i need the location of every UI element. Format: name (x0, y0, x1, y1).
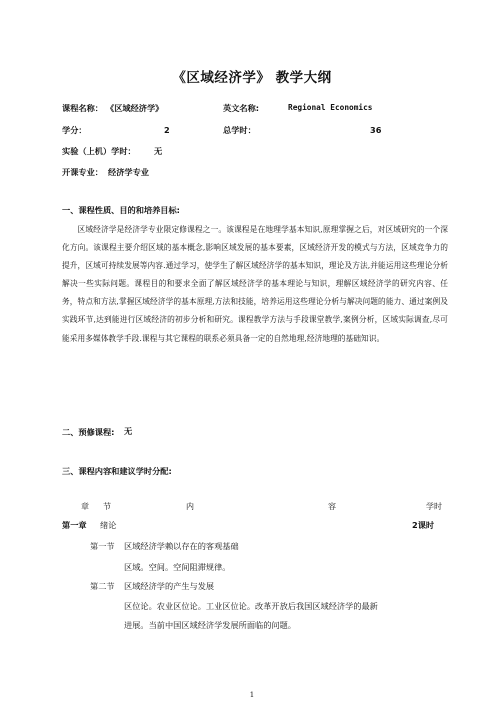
table-header-content-right: 容 (328, 502, 336, 511)
table-header-content-left: 内 (186, 502, 194, 511)
chapter1-hours: 2课时 (412, 520, 435, 530)
course-name-label: 课程名称： (62, 103, 103, 113)
section1-body: 区域经济学是经济学专业限定修课程之一。该课程是在地理学基本知识,原理掌握之后，对区域研究的一个深化方向。该课程主要介绍区域的基本概念,影响区域发展的基本要素，区域经济开发的模式与方法，区域竞争力的提升，区域可持续发展等内容.通过学习，使学生了解区域经济学的基本知识，理论及方法,并能运用这些理论分析解决一些实际问题。课程目的和要求全面了解区域经济学的基本理论与知识，理解区域经济学的研究内容、任务，特点和方法,掌握区域经济学的基本原理,方法和技能，培养运用这些理论分析与解决问题的能力、通过案例及实践环节,达到能进行区域经济的初步分析和研究。课程教学方法与手段课堂教学,案例分析，区域实际调查,尽可能采用多媒体教学手段.课程与其它课程的联系必须具备一定的自然地理,经济地理的基础知识。 (62, 225, 448, 343)
section-row-label: 第二节 (90, 581, 115, 591)
chapter1-label: 第一章 (62, 520, 87, 530)
section-row-title: 区域经济学赖以存在的客观基础 (124, 541, 239, 551)
table-header-chapter: 章 (81, 502, 89, 511)
credits-label: 学分： (62, 125, 87, 135)
section3-heading: 三、课程内容和建议学时分配: (62, 466, 172, 476)
page-number: 1 (249, 691, 255, 699)
lab-hours-value: 无 (154, 146, 163, 156)
english-name-value: Regional Economics (288, 103, 373, 112)
section2-value: 无 (124, 426, 133, 436)
page-title: 《区域经济学》 教学大纲 (172, 70, 332, 86)
total-hours-value: 36 (370, 125, 382, 135)
chapter1-title: 绪论 (100, 520, 117, 530)
course-name-value: 《区域经济学》 (106, 103, 164, 113)
section-row-detail: 区域。空间。空间阻滞规律。 (124, 562, 231, 572)
credits-value: 2 (164, 125, 170, 135)
major-value: 经济学专业 (108, 167, 149, 177)
section-row-title: 区域经济学的产生与发展 (124, 581, 215, 591)
section2-heading: 二、预修课程: (62, 427, 115, 437)
total-hours-label: 总学时： (223, 125, 256, 135)
section1-heading: 一、课程性质、目的和培养目标: (62, 205, 180, 215)
section-row-detail: 区位论。农业区位论。工业区位论。改革开放后我国区域经济学的最新 (124, 601, 378, 611)
english-name-label: 英文名称: (223, 103, 260, 113)
section-row-label: 第一节 (90, 541, 115, 551)
table-header-section: 节 (103, 502, 111, 511)
major-label: 开课专业： (62, 167, 103, 177)
lab-hours-label: 实验（上机）学时： (62, 146, 136, 156)
section-row-detail-cont: 进展。当前中国区域经济学发展所面临的问题。 (124, 620, 296, 630)
table-header-hours: 学时 (426, 502, 442, 511)
